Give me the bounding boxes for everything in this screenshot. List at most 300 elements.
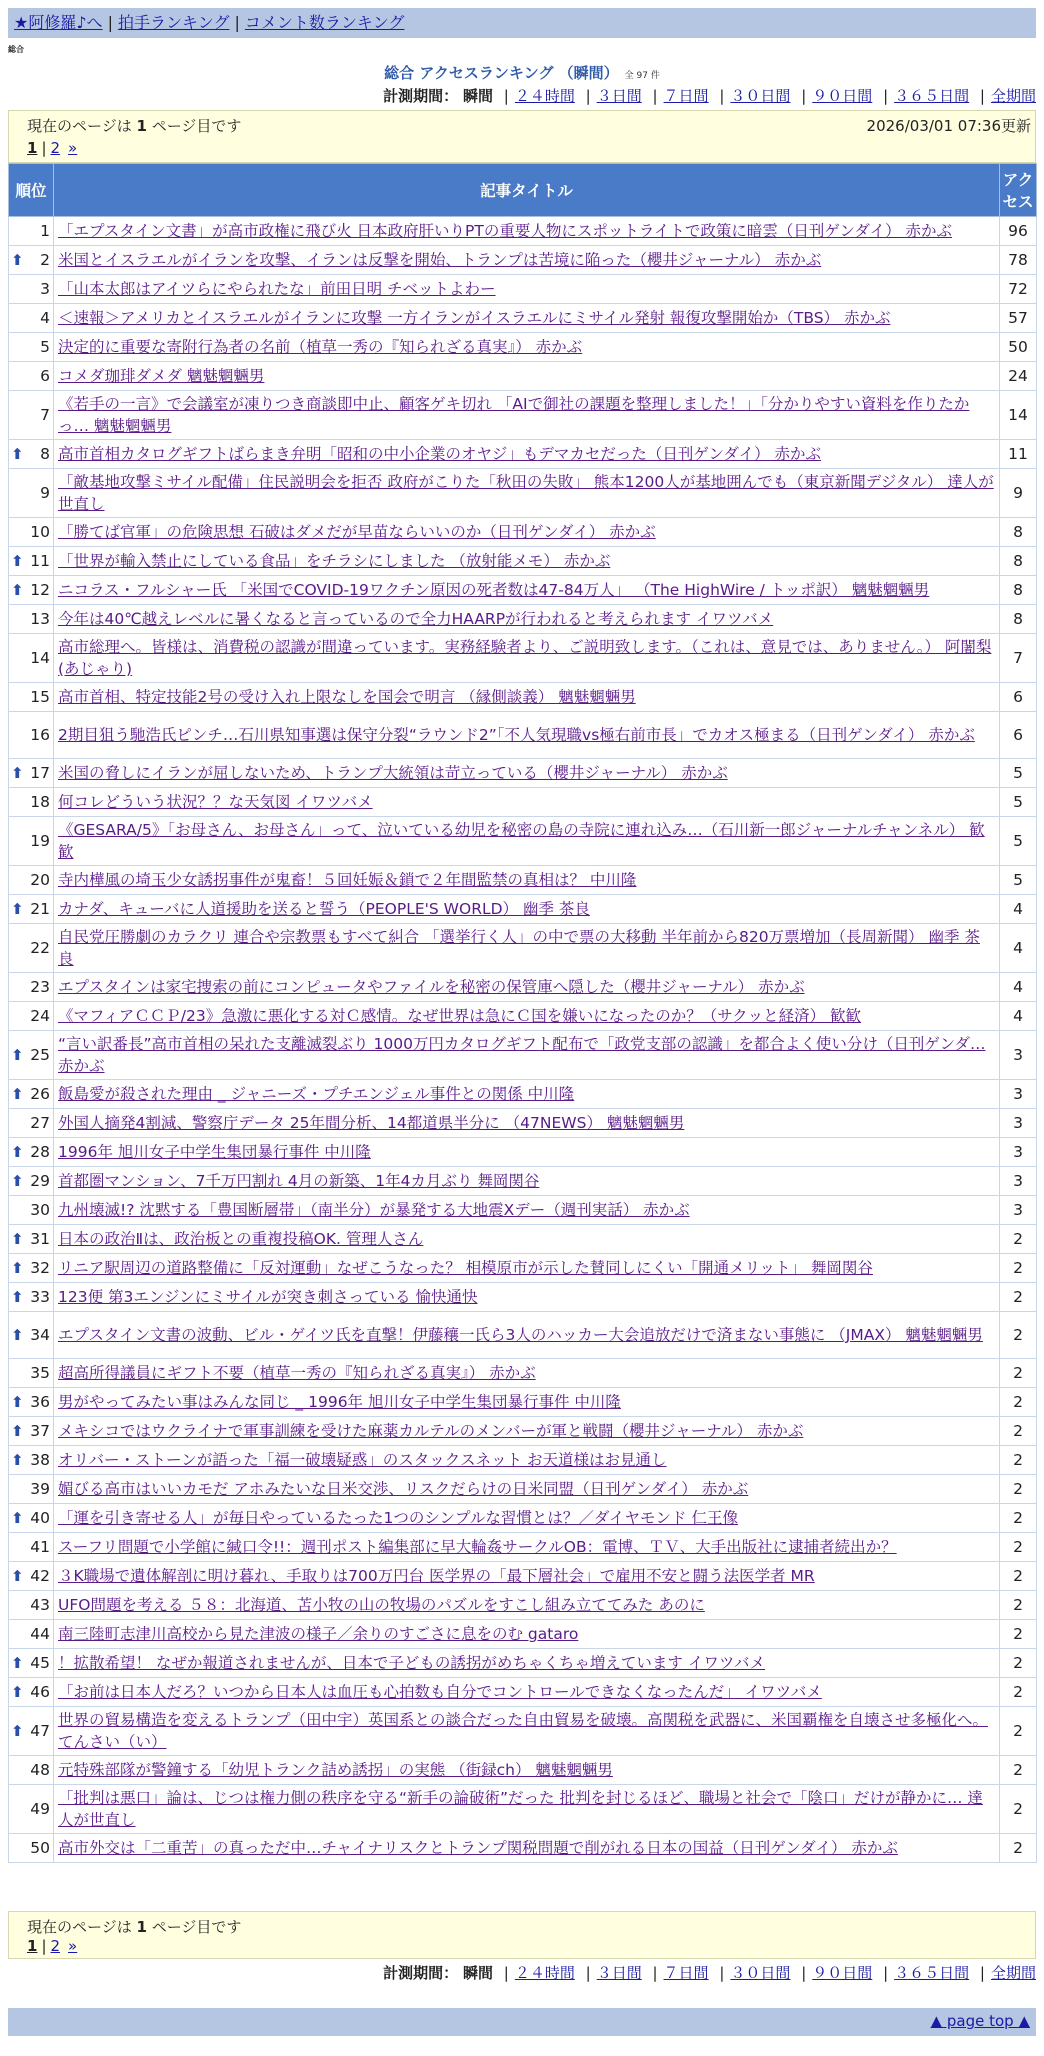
access-count: 3 [1000,1167,1037,1196]
period-selector-bottom: 計測期間： 瞬間 | ２４時間 | ３日間 | ７日間 | ３０日間 | ９０日間 | ３６５日間 | 全期間 [383,1964,1036,1982]
rank-cell [9,1707,54,1756]
rank-up-arrow-icon: ⬆ [11,1288,24,1306]
title-cell [54,1109,1000,1138]
rank-header: 順位 [9,164,54,217]
section-label: 総合 [8,45,24,54]
page-2-link[interactable]: 2 [50,1937,61,1955]
article-link[interactable]: 「批判は悪口」論は、じつは権力側の秩序を守る“新手の論破術”だった 批判を封じるほど、職場と社会で「陰口」だけが静かに… 達人が世直し [58,1789,983,1829]
access-count: 2 [1000,1254,1037,1283]
title-cell [54,1707,1000,1756]
rank-cell [9,469,54,518]
rank-number: 46 [30,1683,50,1701]
title-cell [54,1359,1000,1388]
article-link[interactable]: 高市首相カタログギフトばらまき弁明「昭和の中小企業のオヤジ」もデマカセだった（日刊ゲンダイ） 赤かぶ [58,445,822,463]
rank-cell [9,1109,54,1138]
rank-cell [9,924,54,973]
ranking-title: 総合 アクセスランキング （瞬間） [384,64,619,82]
period-label: 計測期間： [383,87,459,105]
article-link[interactable]: 今年は40℃越えレベルに暑くなると言っているので全力HAARPが行われると考えられます イワツバメ [58,610,774,628]
article-link[interactable]: オリバー・ストーンが語った「福一破壊疑惑」のスタックスネット お天道様はお見通し [58,1451,667,1469]
rank-up-arrow-icon: ⬆ [11,1046,24,1064]
title-cell [54,1678,1000,1707]
article-link[interactable]: 寺内樺風の埼玉少女誘拐事件が鬼畜！５回妊娠＆鎖で２年間監禁の真相は？ 中川隆 [58,871,637,889]
title-cell [54,246,1000,275]
article-link[interactable]: 「お前は日本人だろ？いつから日本人は血圧も心拍数も自分でコントロールできなくなったんだ」 イワツバメ [58,1683,822,1701]
access-count: 50 [1000,333,1037,362]
title-cell [54,1533,1000,1562]
rank-cell [9,1196,54,1225]
rank-up-arrow-icon: ⬆ [11,764,24,782]
pagination: 1 | 2 » [27,1937,78,1955]
rank-number: 27 [30,1114,50,1132]
access-count: 5 [1000,759,1037,788]
article-link[interactable]: 飯島愛が殺された理由 _ ジャニーズ・プチエンジェル事件との関係 中川隆 [58,1085,575,1103]
rank-up-arrow-icon: ⬆ [11,445,24,463]
rank-cell [9,1533,54,1562]
table-row [9,576,1037,605]
rank-up-arrow-icon: ⬆ [11,1451,24,1469]
article-link[interactable]: UFO問題を考える ５８：北海道、苫小牧の山の牧場のパズルをすこし組み立ててみた あのに [58,1596,705,1614]
rank-number: 21 [30,900,50,918]
period-option-90d[interactable]: ９０日間 [812,87,873,105]
rank-cell [9,788,54,817]
table-row [9,817,1037,866]
ranking-rows [9,217,1037,1863]
title-cell [54,759,1000,788]
table-row [9,1312,1037,1359]
rank-up-arrow-icon: ⬆ [11,1509,24,1527]
rank-cell [9,1678,54,1707]
title-cell [54,547,1000,576]
title-cell [54,605,1000,634]
rank-cell [9,391,54,440]
period-selector-top: 計測期間： 瞬間 | ２４時間 | ３日間 | ７日間 | ３０日間 | ９０日間 | ３６５日間 | 全期間 [383,87,1036,105]
access-count: 2 [1000,1225,1037,1254]
article-link[interactable]: 媚びる高市はいいカモだ アホみたいな日米交渉、リスクだらけの日米同盟（日刊ゲンダイ） 赤かぶ [58,1480,749,1498]
page-top-link[interactable]: ▲ page top ▲ [930,2012,1030,2030]
period-current: 瞬間 [462,87,493,105]
rank-up-arrow-icon: ⬆ [11,552,24,570]
access-count: 2 [1000,1591,1037,1620]
article-link[interactable]: コメダ珈琲ダメダ 魑魅魍魎男 [58,367,265,385]
rank-cell [9,634,54,683]
rank-cell [9,1080,54,1109]
rank-cell [9,518,54,547]
rank-number: 50 [30,1839,50,1857]
table-row [9,1225,1037,1254]
rank-number: 20 [30,871,50,889]
title-cell [54,973,1000,1002]
title-cell [54,1283,1000,1312]
rank-up-arrow-icon: ⬆ [11,1085,24,1103]
current-page-text: 現在のページは 1 ページ目です [27,1918,242,1936]
article-link[interactable]: 男がやってみたい事はみんな同じ _ 1996年 旭川女子中学生集団暴行事件 中川隆 [58,1393,621,1411]
article-link[interactable]: 「エプスタイン文書」が高市政権に飛び火 日本政府肝いりPTの重要人物にスポットライトで政策に暗雲（日刊ゲンダイ） 赤かぶ [58,222,953,240]
article-link[interactable]: 何コレどういう状況？？な天気図 イワツバメ [58,793,373,811]
rank-up-arrow-icon: ⬆ [11,1259,24,1277]
rank-number: 22 [30,939,50,957]
table-row [9,788,1037,817]
rank-cell [9,1475,54,1504]
clap-ranking-link[interactable]: 拍手ランキング [117,13,230,32]
article-link[interactable]: 《GESARA/5》「お母さん、お母さん」って、泣いている幼児を秘密の島の寺院に連れ込み…（石川新一郎ジャーナルチャンネル） 歓歓 [58,821,985,861]
table-row [9,895,1037,924]
title-cell [54,1834,1000,1863]
article-link[interactable]: 外国人摘発4割減、警察庁データ 25年間分析、14都道県半分に （47NEWS） 魑魅魍魎男 [58,1114,685,1132]
access-count: 2 [1000,1785,1037,1834]
rank-cell [9,1388,54,1417]
table-row [9,759,1037,788]
rank-number: 49 [30,1800,50,1818]
article-link[interactable]: カナダ、キューバに人道援助を送ると誓う（PEOPLE'S WORLD） 幽季 茶良 [58,900,590,918]
table-row [9,1417,1037,1446]
rank-number: 3 [40,280,50,298]
access-count: 2 [1000,1533,1037,1562]
access-count: 3 [1000,1138,1037,1167]
title-cell [54,1312,1000,1359]
article-link[interactable]: メキシコではウクライナで軍事訓練を受けた麻薬カルテルのメンバーが軍と戦闘（櫻井ジャーナル） 赤かぶ [58,1422,804,1440]
rank-number: 45 [30,1654,50,1672]
article-link[interactable]: “言い訳番長”高市首相の呆れた支離滅裂ぶり 1000万円カタログギフト配布で「政党支部の認識」を都合よく使い分け（日刊ゲンダ… 赤かぶ [58,1035,986,1075]
article-link[interactable]: エプスタインは家宅捜索の前にコンピュータやファイルを秘密の保管庫へ隠した（櫻井ジャーナル） 赤かぶ [58,978,805,996]
rank-cell [9,1312,54,1359]
title-cell [54,518,1000,547]
title-cell [54,1562,1000,1591]
rank-cell [9,275,54,304]
rank-number: 39 [30,1480,50,1498]
rank-number: 24 [30,1007,50,1025]
pagination: 1 | 2 » [27,139,78,157]
article-link[interactable]: 元特殊部隊が警鐘する「幼児トランク詰め誘拐」の実態 （街録ch） 魑魅魍魎男 [58,1761,613,1779]
table-row [9,866,1037,895]
rank-number: 38 [30,1451,50,1469]
rank-cell [9,1031,54,1080]
period-option-365d[interactable]: ３６５日間 [894,1964,970,1982]
access-count: 2 [1000,1446,1037,1475]
rank-number: 8 [40,445,50,463]
access-count: 5 [1000,817,1037,866]
access-count: 3 [1000,1080,1037,1109]
article-link[interactable]: 日本の政治Ⅱは、政治板との重複投稿OK. 管理人さん [58,1230,424,1248]
article-link[interactable]: 南三陸町志津川高校から見た津波の様子／余りのすごさに息をのむ gataro [58,1625,579,1643]
rank-cell [9,683,54,712]
article-link[interactable]: 2期目狙う馳浩氏ピンチ…石川県知事選は保守分裂“ラウンド2”「不人気現職vs極右前市長」でカオス極まる（日刊ゲンダイ） 赤かぶ [58,726,975,744]
article-link[interactable]: 米国とイスラエルがイランを攻撃、イランは反撃を開始、トランプは苦境に陥った（櫻井ジャーナル） 赤かぶ [58,251,822,269]
access-count: 3 [1000,1196,1037,1225]
table-row [9,391,1037,440]
table-row [9,469,1037,518]
access-count: 2 [1000,1562,1037,1591]
title-cell [54,1591,1000,1620]
article-link[interactable]: 「山本太郎はアイツらにやられたな」前田日明 チベットよわー [58,280,496,298]
title-cell [54,1649,1000,1678]
title-cell [54,1138,1000,1167]
rank-number: 10 [30,523,50,541]
rank-up-arrow-icon: ⬆ [11,1393,24,1411]
article-link[interactable]: ニコラス・フルシャー氏 「米国でCOVID-19ワクチン原因の死者数は47-84万人」 （The HighWire / トッポ訳） 魑魅魍魎男 [58,581,930,599]
table-row [9,1620,1037,1649]
page-info-bottom [8,1911,1036,1959]
rank-number: 47 [30,1722,50,1740]
rank-number: 4 [40,309,50,327]
rank-cell [9,1785,54,1834]
access-count: 5 [1000,788,1037,817]
period-option-24h[interactable]: ２４時間 [514,87,575,105]
article-link[interactable]: ＜速報＞アメリカとイスラエルがイランに攻撃 一方イランがイスラエルにミサイル発射 報復攻撃開始か（TBS） 赤かぶ [58,309,891,327]
rank-number: 14 [30,649,50,667]
table-row [9,518,1037,547]
rank-up-arrow-icon: ⬆ [11,251,24,269]
access-count: 4 [1000,924,1037,973]
rank-number: 12 [30,581,50,599]
rank-number: 42 [30,1567,50,1585]
period-option-7d[interactable]: ７日間 [663,87,709,105]
article-link[interactable]: 1996年 旭川女子中学生集団暴行事件 中川隆 [58,1143,371,1161]
rank-cell [9,1167,54,1196]
article-link[interactable]: 米国の脅しにイランが屈しないため、トランプ大統領は苛立っている（櫻井ジャーナル） 赤かぶ [58,764,728,782]
rank-cell [9,576,54,605]
access-count: 8 [1000,605,1037,634]
rank-number: 11 [30,552,50,570]
period-current: 瞬間 [462,1964,493,1982]
access-count: 4 [1000,1002,1037,1031]
article-link[interactable]: ！拡散希望！ なぜか報道されませんが、日本で子どもの誘拐がめちゃくちゃ増えています イワツバメ [58,1654,766,1672]
article-link[interactable]: 高市総理へ。皆様は、消費税の認識が間違っています。実務経験者より、ご説明致します。（これは、意見では、ありません。） 阿闍梨(あじゃり) [58,638,992,678]
title-cell [54,1475,1000,1504]
home-link[interactable]: ★阿修羅♪へ [14,13,103,32]
rank-cell [9,973,54,1002]
table-row [9,1109,1037,1138]
rank-number: 44 [30,1625,50,1643]
rank-cell [9,605,54,634]
access-count: 24 [1000,362,1037,391]
period-label: 計測期間： [383,1964,459,1982]
table-row [9,440,1037,469]
title-cell [54,275,1000,304]
nav-separator: | [234,13,240,32]
access-count: 3 [1000,1031,1037,1080]
table-row [9,1785,1037,1834]
rank-number: 2 [40,251,50,269]
table-row [9,275,1037,304]
title-header: 記事タイトル [54,164,1000,217]
rank-cell [9,304,54,333]
table-row [9,1834,1037,1863]
rank-number: 7 [40,406,50,424]
bottom-bar [8,2008,1036,2036]
rank-number: 1 [40,222,50,240]
access-count: 5 [1000,866,1037,895]
rank-number: 30 [30,1201,50,1219]
period-option-all[interactable]: 全期間 [990,1964,1036,1982]
access-count: 4 [1000,973,1037,1002]
title-cell [54,1504,1000,1533]
next-page-link[interactable]: » [68,139,78,157]
article-link[interactable]: 世界の貿易構造を変えるトランプ（田中宇）英国系との談合だった自由貿易を破壊。高関税を武器に、米国覇権を自壊させ多極化へ。 てんさい（い） [58,1711,989,1751]
access-count: 57 [1000,304,1037,333]
article-link[interactable]: 超高所得議員にギフト不要（植草一秀の『知られざる真実』） 赤かぶ [58,1364,536,1382]
rank-number: 6 [40,367,50,385]
rank-up-arrow-icon: ⬆ [11,1172,24,1190]
rank-cell [9,1620,54,1649]
title-cell [54,1196,1000,1225]
table-row [9,1388,1037,1417]
title-cell [54,469,1000,518]
title-cell [54,391,1000,440]
title-cell [54,362,1000,391]
article-link[interactable]: エプスタイン文書の波動、ビル・ゲイツ氏を直撃！伊藤穰一氏ら3人のハッカー大会追放だけで済まない事態に （JMAX） 魑魅魍魎男 [58,1326,983,1344]
period-option-3d[interactable]: ３日間 [596,1964,642,1982]
rank-up-arrow-icon: ⬆ [11,900,24,918]
rank-up-arrow-icon: ⬆ [11,1683,24,1701]
rank-number: 18 [30,793,50,811]
rank-cell [9,1649,54,1678]
next-page-link[interactable]: » [68,1937,78,1955]
rank-number: 23 [30,978,50,996]
rank-cell [9,440,54,469]
period-option-3d[interactable]: ３日間 [596,87,642,105]
article-link[interactable]: 自民党圧勝劇のカラクリ 連合や宗教票もすべて糾合 「選挙行く人」の中で票の大移動 半年前から820万票増加（長周新聞） 幽季 茶良 [58,928,980,968]
access-count: 6 [1000,683,1037,712]
rank-cell [9,1225,54,1254]
article-link[interactable]: 《マフィアＣＣＰ/23》急激に悪化する対Ｃ感情。なぜ世界は急にＣ国を嫌いになったのか？（サクッと経済） 歓歓 [58,1007,862,1025]
title-cell [54,1756,1000,1785]
access-count: 3 [1000,1109,1037,1138]
rank-number: 17 [30,764,50,782]
rank-number: 40 [30,1509,50,1527]
rank-cell [9,547,54,576]
rank-cell [9,1002,54,1031]
rank-number: 19 [30,832,50,850]
rank-number: 43 [30,1596,50,1614]
item-count: 全 97 件 [624,71,660,81]
title-cell [54,924,1000,973]
table-row [9,1504,1037,1533]
access-count: 78 [1000,246,1037,275]
article-link[interactable]: 九州壊滅!? 沈黙する「豊国断層帯」（南半分）が暴発する大地震Xデー（週刊実話） 赤かぶ [58,1201,690,1219]
table-row [9,924,1037,973]
period-option-all[interactable]: 全期間 [990,87,1036,105]
title-cell [54,1417,1000,1446]
table-row [9,1475,1037,1504]
article-link[interactable]: 「勝てば官軍」の危険思想 石破はダメだが早苗ならいいのか（日刊ゲンダイ） 赤かぶ [58,523,656,541]
period-option-7d[interactable]: ７日間 [663,1964,709,1982]
title-cell [54,1254,1000,1283]
rank-number: 9 [40,484,50,502]
update-time: 2026/03/01 07:36更新 [866,117,1031,135]
rank-cell [9,333,54,362]
access-count: 2 [1000,1678,1037,1707]
rank-up-arrow-icon: ⬆ [11,581,24,599]
table-row [9,1707,1037,1756]
nav-separator: | [107,13,113,32]
article-link[interactable]: 123便 第3エンジンにミサイルが突き刺さっている 愉快通快 [58,1288,478,1306]
article-link[interactable]: 《若手の一言》で会議室が凍りつき商談即中止、顧客ゲキ切れ 「AIで御社の課題を整理しました！」「分かりやすい資料を作りたかっ… 魑魅魍魎男 [58,395,970,435]
article-link[interactable]: リニア駅周辺の道路整備に「反対運動」なぜこうなった？ 相模原市が示した賛同しにくい「開通メリット」 舞岡関谷 [58,1259,873,1277]
page-1-current: 1 [27,139,38,157]
title-cell [54,1031,1000,1080]
access-count: 2 [1000,1620,1037,1649]
rank-number: 33 [30,1288,50,1306]
rank-cell [9,1417,54,1446]
period-option-90d[interactable]: ９０日間 [812,1964,873,1982]
ranking-table [8,163,1037,1863]
rank-number: 16 [30,726,50,744]
table-row [9,1138,1037,1167]
table-row [9,1196,1037,1225]
title-cell [54,1388,1000,1417]
rank-cell [9,712,54,759]
rank-number: 37 [30,1422,50,1440]
rank-cell [9,1756,54,1785]
comment-ranking-link[interactable]: コメント数ランキング [244,13,405,32]
rank-number: 25 [30,1046,50,1064]
article-link[interactable]: 首都圏マンション、7千万円割れ 4月の新築、1年4カ月ぶり 舞岡関谷 [58,1172,540,1190]
title-cell [54,1167,1000,1196]
rank-number: 15 [30,688,50,706]
title-cell [54,1446,1000,1475]
table-row [9,1591,1037,1620]
rank-cell [9,246,54,275]
period-option-30d[interactable]: ３０日間 [730,87,791,105]
article-link[interactable]: 「運を引き寄せる人」が毎日やっているたった1つのシンプルな習慣とは？／ダイヤモンド 仁王像 [58,1509,738,1527]
rank-up-arrow-icon: ⬆ [11,1722,24,1740]
rank-cell [9,1562,54,1591]
rank-up-arrow-icon: ⬆ [11,1422,24,1440]
table-row [9,1031,1037,1080]
period-option-365d[interactable]: ３６５日間 [894,87,970,105]
title-cell [54,788,1000,817]
article-link[interactable]: ３K職場で遺体解剖に明け暮れ、手取りは700万円台 医学界の「最下層社会」で雇用不安と闘う法医学者 MR [58,1567,815,1585]
access-count: 14 [1000,391,1037,440]
table-row [9,246,1037,275]
article-link[interactable]: 高市首相、特定技能2号の受け入れ上限なしを国会で明言 （縁側談義） 魑魅魍魎男 [58,688,636,706]
access-count: 2 [1000,1504,1037,1533]
access-count: 9 [1000,469,1037,518]
table-row [9,1678,1037,1707]
table-row [9,217,1037,246]
rank-number: 26 [30,1085,50,1103]
article-link[interactable]: 決定的に重要な寄附行為者の名前（植草一秀の『知られざる真実』） 赤かぶ [58,338,583,356]
rank-cell [9,1591,54,1620]
access-count: 2 [1000,1312,1037,1359]
period-option-24h[interactable]: ２４時間 [514,1964,575,1982]
period-option-30d[interactable]: ３０日間 [730,1964,791,1982]
rank-cell [9,362,54,391]
table-row [9,362,1037,391]
access-count: 8 [1000,547,1037,576]
rank-cell [9,759,54,788]
article-link[interactable]: 「世界が輸入禁止にしている食品」をチラシにしました （放射能メモ） 赤かぶ [58,552,611,570]
table-row [9,1254,1037,1283]
rank-cell [9,1283,54,1312]
page-info-top [8,110,1036,163]
rank-up-arrow-icon: ⬆ [11,1567,24,1585]
rank-cell [9,1446,54,1475]
article-link[interactable]: 「敵基地攻撃ミサイル配備」住民説明会を拒否 政府がこりた「秋田の失敗」 熊本1200人が基地囲んでも（東京新聞デジタル） 達人が世直し [58,473,994,513]
table-row [9,547,1037,576]
article-link[interactable]: 高市外交は「二重苦」の真っただ中…チャイナリスクとトランプ関税問題で削がれる日本の国益（日刊ゲンダイ） 赤かぶ [58,1839,898,1857]
rank-cell [9,1138,54,1167]
title-cell [54,817,1000,866]
article-link[interactable]: スーフリ問題で小学館に緘口令!!：週刊ポスト編集部に早大輪姦サークルOB：電博、ＴＶ、大手出版社に逮捕者続出か？ [58,1538,897,1556]
rank-cell [9,895,54,924]
title-cell [54,683,1000,712]
table-row [9,683,1037,712]
rank-cell [9,217,54,246]
access-count: 2 [1000,1834,1037,1863]
page-2-link[interactable]: 2 [50,139,61,157]
